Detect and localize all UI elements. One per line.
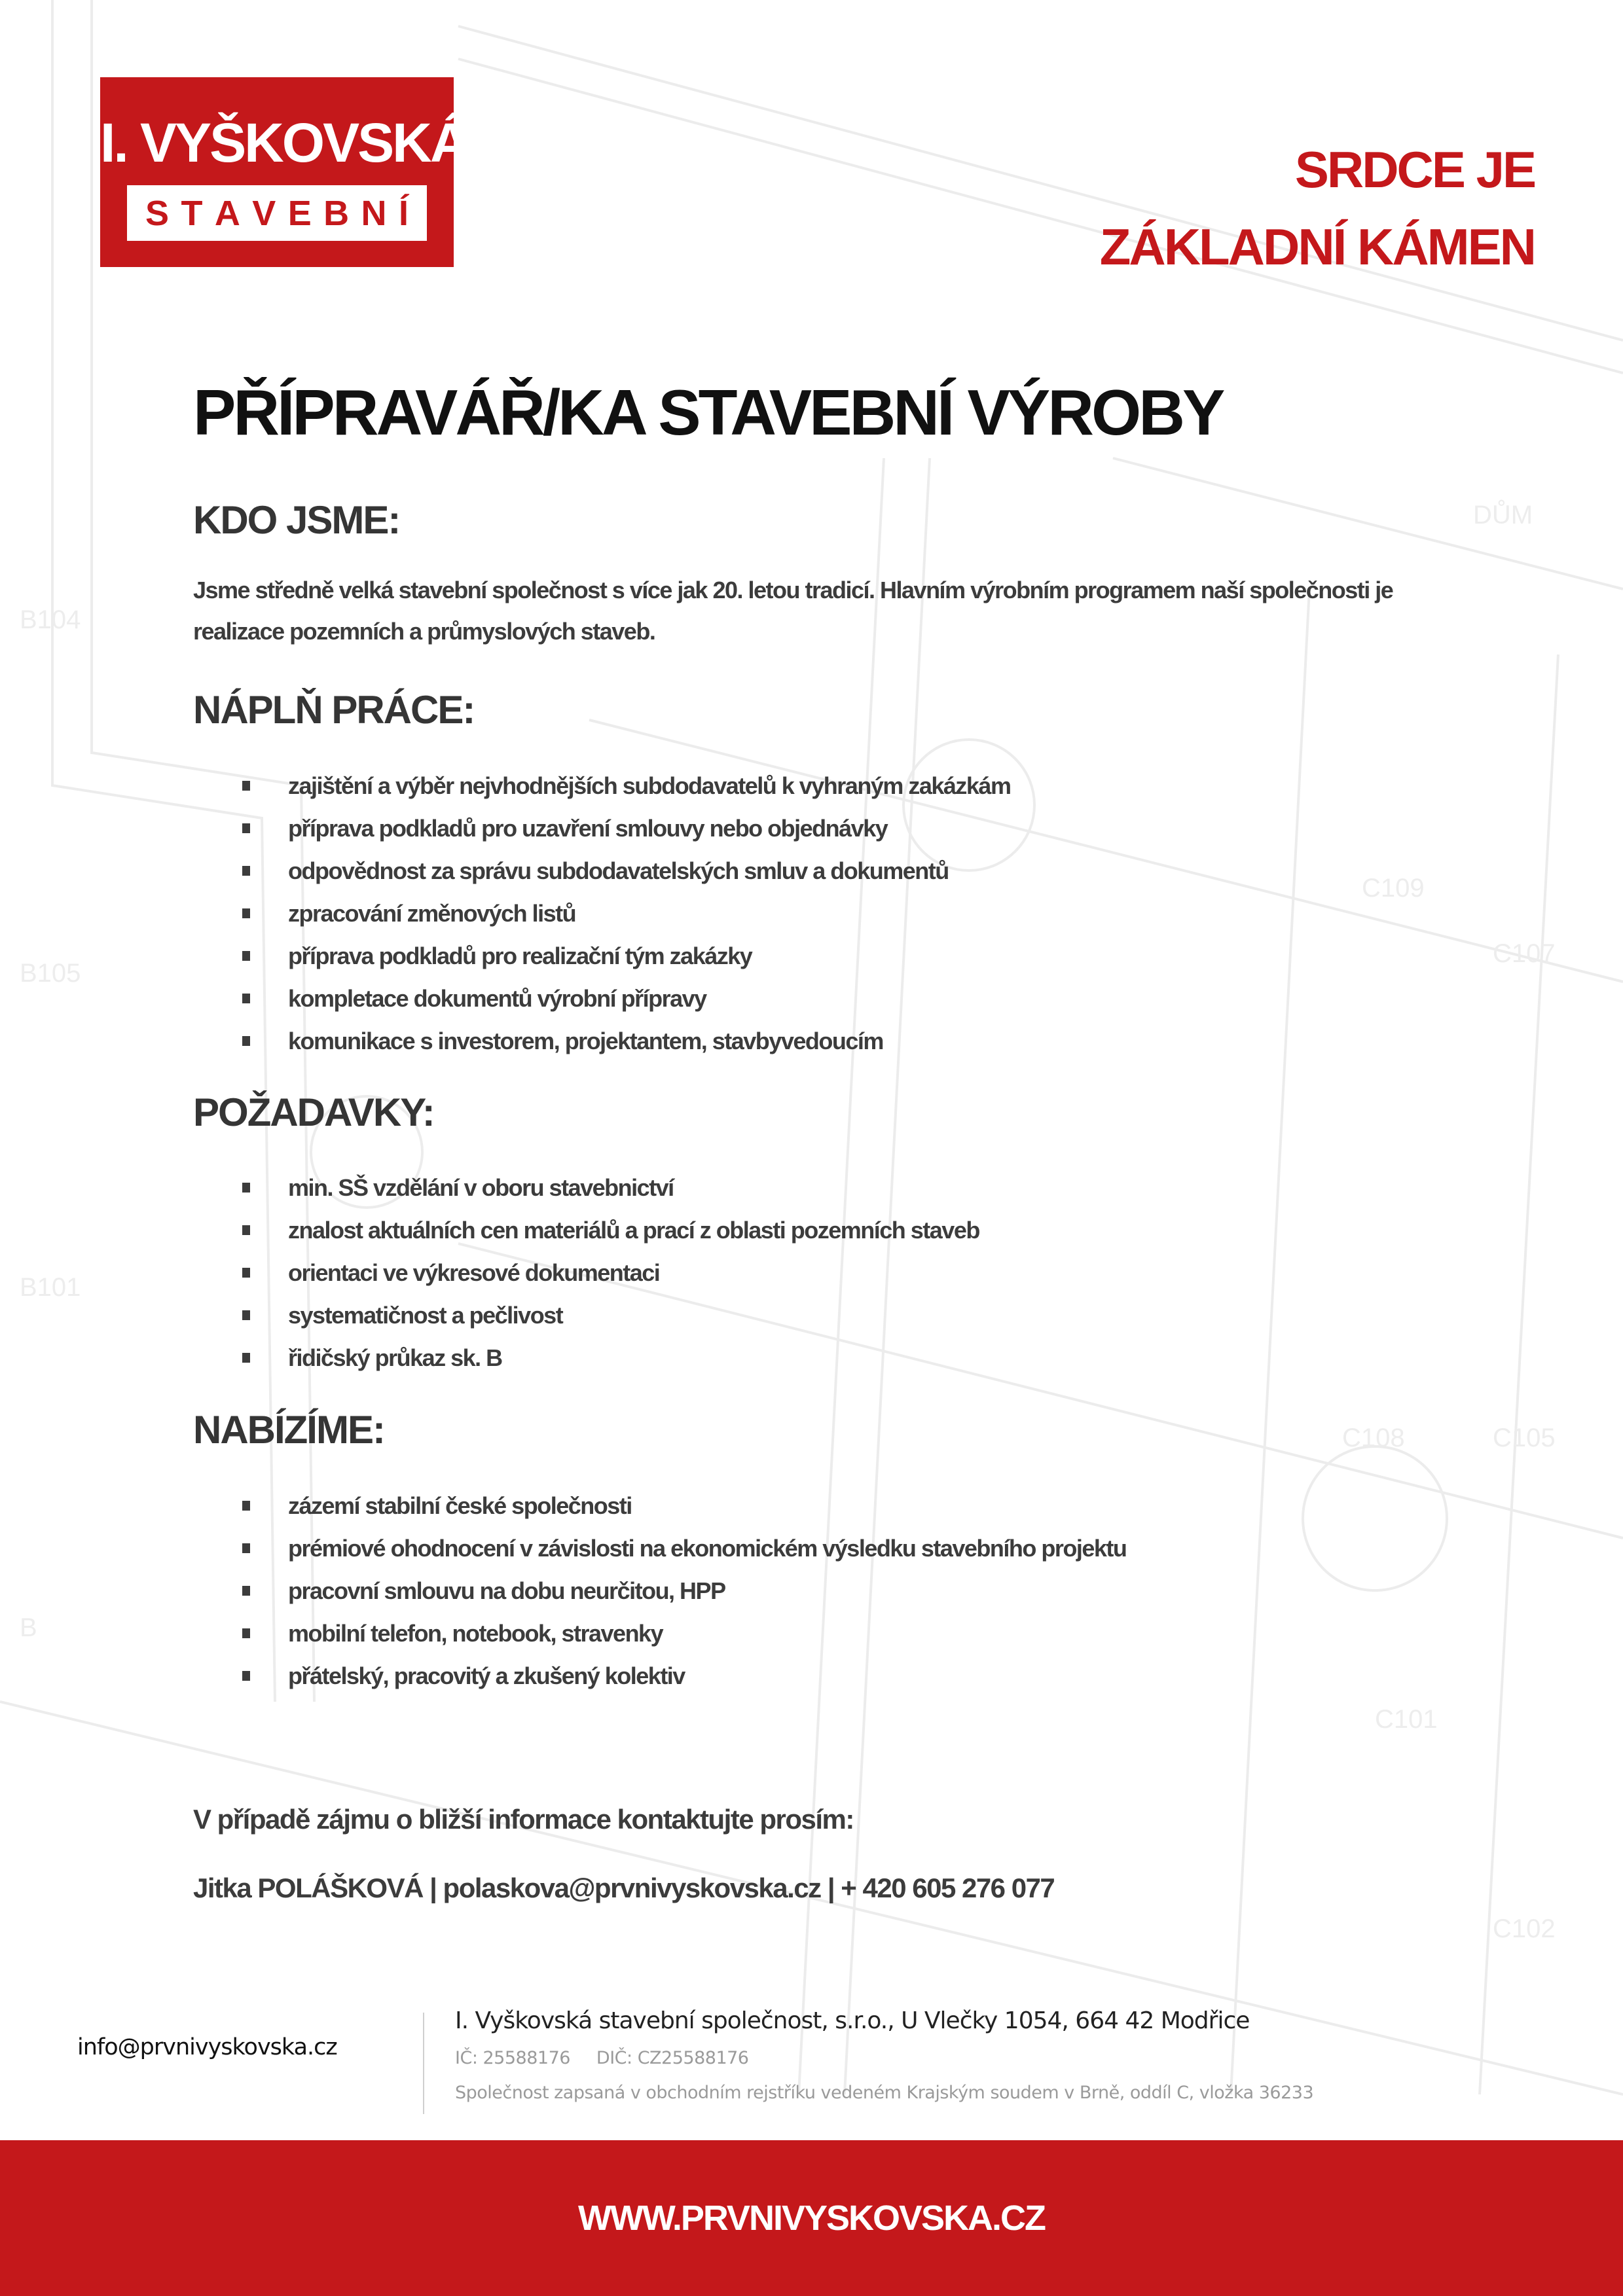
list-item-text: min. SŠ vzdělání v oboru stavebnictví (288, 1174, 674, 1201)
list-item-text: zpracování změnových listů (288, 900, 576, 927)
slogan-line-1: SRDCE JE (1294, 141, 1535, 198)
bg-room-label: C105 (1493, 1424, 1556, 1452)
square-bullet-icon (242, 1353, 250, 1363)
bg-room-label: B104 (20, 605, 81, 634)
bg-wall-line (1480, 655, 1558, 2094)
logo-letter: A (214, 193, 240, 233)
square-bullet-icon (242, 823, 250, 833)
list-item-text: pracovní smlouvu na dobu neurčitou, HPP (288, 1577, 725, 1604)
contact-email-link[interactable]: polaskova@prvnivyskovska.cz (443, 1873, 821, 1903)
square-bullet-icon (242, 1225, 250, 1235)
bg-room-label: C108 (1342, 1424, 1405, 1452)
square-bullet-icon (242, 1501, 250, 1511)
company-registry: Společnost zapsaná v obchodním rejstříku vedeném Krajským soudem v Brně, oddíl C, vložka 36233 (455, 2083, 1314, 2103)
footer-email-link[interactable]: info@prvnivyskovska.cz (77, 2034, 337, 2060)
list-item-text: znalost aktuálních cen materiálů a prací z oblasti pozemních staveb (288, 1217, 979, 1244)
square-bullet-icon (242, 866, 250, 876)
bg-room-label: B105 (20, 959, 81, 988)
job-posting (193, 0, 1470, 1964)
list-item-text: zázemí stabilní české společnosti (288, 1492, 632, 1519)
about-paragraph-line-2: realizace pozemních a průmyslových staveb. (193, 618, 655, 645)
section-heading-duties: NÁPLŇ PRÁCE: (193, 688, 475, 732)
separator: | (827, 1873, 835, 1903)
list-item-text: kompletace dokumentů výrobní přípravy (288, 985, 706, 1012)
logo-line-1: I. VYŠKOVSKÁ (100, 112, 468, 173)
company-dic: DIČ: CZ25588176 (596, 2048, 749, 2068)
square-bullet-icon (242, 1268, 250, 1278)
bg-room-label: C102 (1493, 1914, 1556, 1943)
bg-room-label: DŮM (1473, 501, 1533, 529)
list-item-text: mobilní telefon, notebook, stravenky (288, 1620, 663, 1647)
company-address: I. Vyškovská stavební společnost, s.r.o., U Vlečky 1054, 664 42 Modřice (455, 2007, 1250, 2034)
bg-room-label: B101 (20, 1273, 81, 1302)
list-item-text: systematičnost a pečlivost (288, 1302, 563, 1329)
square-bullet-icon (242, 781, 250, 791)
section-heading-about: KDO JSME: (193, 498, 400, 542)
company-ic: IČ: 25588176 (455, 2048, 570, 2068)
footer-divider (423, 2013, 424, 2114)
square-bullet-icon (242, 908, 250, 918)
list-item-text: příprava podkladů pro realizační tým zakázky (288, 942, 752, 969)
job-title: PŘÍPRAVÁŘ/KA STAVEBNÍ VÝROBY (193, 376, 1223, 448)
list-item-text: řidičský průkaz sk. B (288, 1344, 502, 1371)
bg-room-label: B (20, 1613, 37, 1642)
list-item-text: komunikace s investorem, projektantem, stavbyvedoucím (288, 1028, 883, 1054)
about-paragraph-line-1: Jsme středně velká stavební společnost s více jak 20. letou tradicí. Hlavním výrobním programem naší společnosti je (193, 577, 1393, 603)
list-item-text: příprava podkladů pro uzavření smlouvy nebo objednávky (288, 815, 888, 842)
footer-bar (0, 2140, 1623, 2296)
bg-room-label: C107 (1493, 939, 1556, 968)
logo-letter: N (361, 193, 387, 233)
square-bullet-icon (242, 1310, 250, 1320)
section-heading-offer: NABÍZÍME: (193, 1408, 384, 1452)
logo-letter: S (145, 193, 170, 233)
separator: | (429, 1873, 437, 1903)
bg-room-label: C109 (1362, 874, 1425, 903)
square-bullet-icon (242, 1628, 250, 1638)
footer-company (455, 1983, 1568, 2114)
bg-room-label: C101 (1375, 1705, 1438, 1734)
logo-letter: V (252, 193, 276, 233)
square-bullet-icon (242, 1671, 250, 1681)
list-item-text: odpovědnost za správu subdodavatelských smluv a dokumentů (288, 857, 949, 884)
contact-name: Jitka POLÁŠKOVÁ (193, 1873, 423, 1903)
square-bullet-icon (242, 951, 250, 961)
logo-letter: B (323, 193, 350, 233)
website-link[interactable]: WWW.PRVNIVYSKOVSKA.CZ (577, 2198, 1046, 2238)
footer-info (0, 1983, 1623, 2114)
square-bullet-icon (242, 994, 250, 1003)
list-item-text: prémiové ohodnocení v závislosti na ekonomickém výsledku stavebního projektu (288, 1535, 1127, 1562)
square-bullet-icon (242, 1036, 250, 1046)
logo-letter: E (287, 193, 312, 233)
logo-letter: Í (398, 193, 409, 233)
contact-intro: V případě zájmu o bližší informace kontaktujte prosím: (193, 1804, 854, 1835)
square-bullet-icon (242, 1543, 250, 1553)
contact-phone[interactable]: + 420 605 276 077 (841, 1873, 1055, 1903)
list-item-text: přátelský, pracovitý a zkušený kolektiv (288, 1662, 685, 1689)
slogan-line-2: ZÁKLADNÍ KÁMEN (1099, 218, 1535, 276)
contact-details (193, 1865, 1054, 1911)
square-bullet-icon (242, 1586, 250, 1596)
section-heading-requirements: POŽADAVKY: (193, 1090, 434, 1134)
list-item-text: orientaci ve výkresové dokumentaci (288, 1259, 660, 1286)
company-ids (455, 2043, 748, 2073)
square-bullet-icon (242, 1183, 250, 1193)
list-item-text: zajištění a výběr nejvhodnějších subdodavatelů k vyhraným zakázkám (288, 772, 1011, 799)
logo-letter: T (181, 193, 203, 233)
